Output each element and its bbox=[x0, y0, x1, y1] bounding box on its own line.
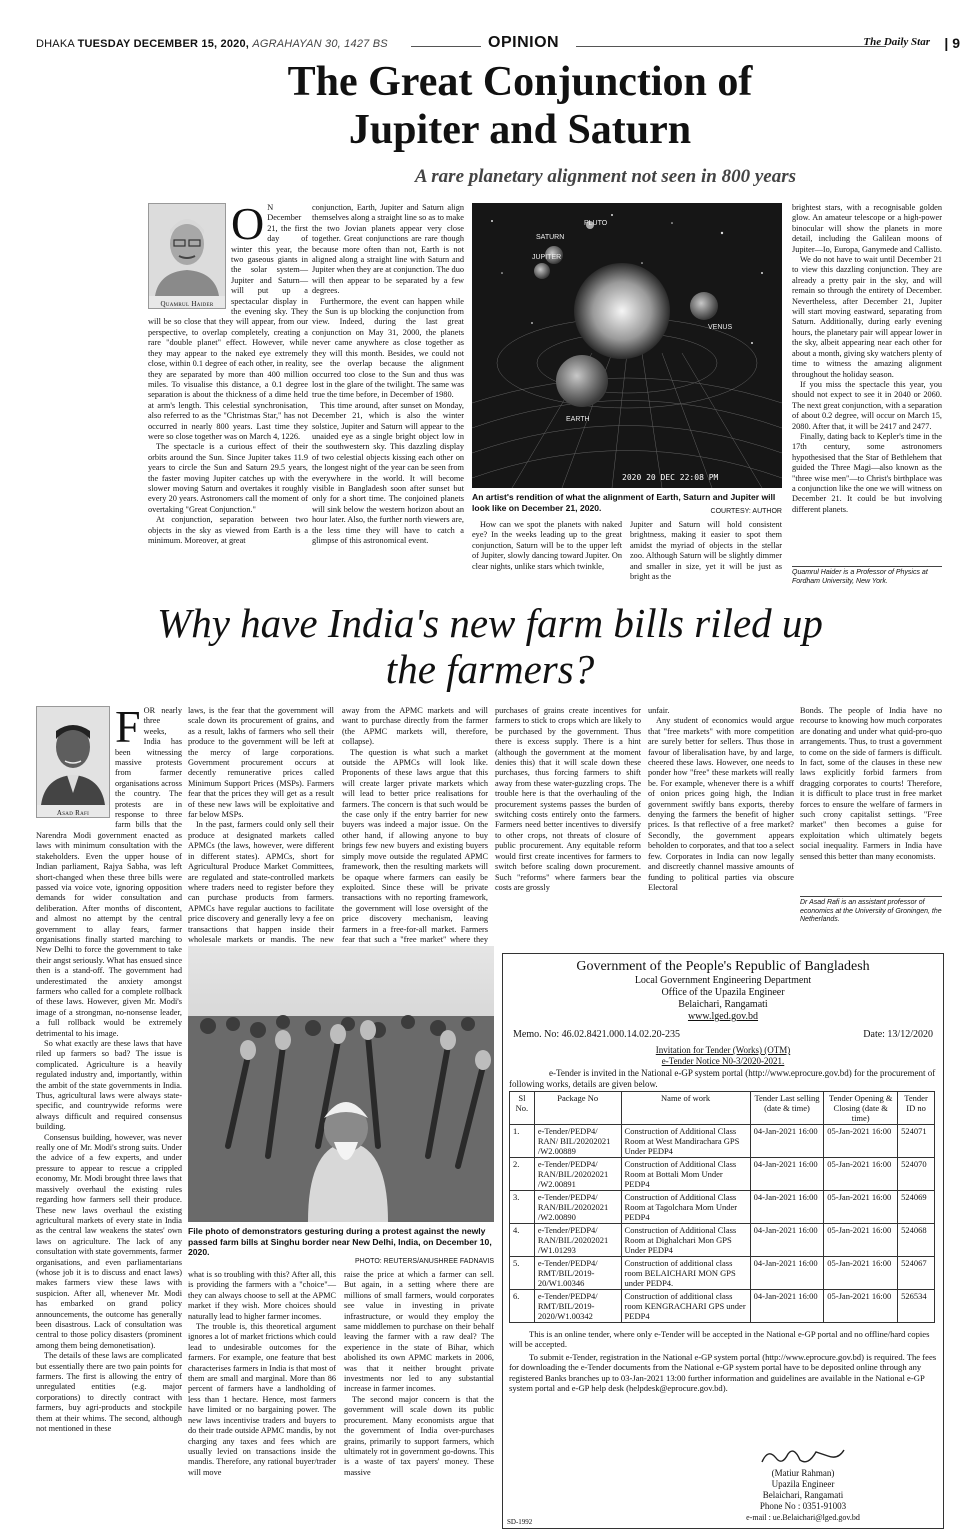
article1-subheadline: A rare planetary alignment not seen in 800 years bbox=[414, 166, 796, 187]
article1-headline: The Great Conjunction of Jupiter and Saturn bbox=[287, 59, 753, 153]
table-row: 3. e-Tender/PEDP4/ RAN/BIL/20202021 /W2.00890 Construction of Additional Class Room at Tagolchara Mom Under PEDP4 04-Jan-2021 16:00 05-Jan-2021 16:00 524069 bbox=[510, 1191, 935, 1224]
masthead-rule bbox=[576, 46, 886, 47]
article1-column-3: How can we spot the planets with naked eye? In the weeks leading up to the great conjunction, Saturn will be to the upper left of Jupiter, slowly dancing toward Jupiter. On clear nights, unlike stars which twinkle, bbox=[472, 520, 622, 571]
article2-column-4: purchases of grains create incentives for farmers to stick to crops which are likely to be purchased by the government. Thus there is excess supply. There is a hint (although the government at the moment denies this) that it will scale down these purchases, thus forcing farmers to shift away from these water-guzzling crops. The trouble here is that the overhauling of the procurement systems passes the burden of switching costs entirely onto the farmers. Farmers need better incentives to diversify to other crops, not threats of closure of public procurement. Any equitable reform would first create incentives for farmers to switch before scaling down procurement. Such "reforms" where farmers bear the costs are grossly bbox=[495, 706, 641, 892]
author-photo bbox=[148, 203, 226, 309]
drop-cap: O bbox=[231, 198, 265, 249]
article2-author-bio: Dr Asad Rafi is an assistant professor of economics at the University of Groningen, the Netherlands. bbox=[800, 899, 942, 923]
article2-column-3-continued: raise the price at which a farmer can sell. But again, in a setting where there are millions of small farmers, would corporates see value in investing in private infrastructure, or would they employ the same middlemen to purchase on their behalf leaving the farmer with a raw deal? The experience in the state of Bihar, which abolished its own APMC markets in 2006, was that it neither brought private investments nor led to any substantial increase in farmer incomes. The second major concern is that the government will scale down its public procurement. Many economists argue that the government of India over-purchases grains, primarily to support farmers, which ultimately rot in government go-downs. This is a waste of tax payers' money. These massive bbox=[344, 1270, 494, 1477]
signatory-title: Upazila Engineer bbox=[771, 1479, 835, 1489]
protest-photo bbox=[188, 946, 494, 1222]
section-name: OPINION bbox=[488, 34, 560, 51]
signature-icon bbox=[758, 1446, 848, 1468]
newspaper-logo: The Daily Star bbox=[863, 36, 930, 48]
saturn-label: SATURN bbox=[536, 234, 565, 241]
table-row: 2. e-Tender/PEDP4/ RAN/BIL/20202021 /W2.00891 Construction of Additional Class Room at Bottali Mom Under PEDP4 04-Jan-2021 16:00 05-Jan-2021 16:00 524070 bbox=[510, 1158, 935, 1191]
masthead-rule bbox=[411, 46, 481, 47]
tender-table bbox=[509, 1091, 935, 1323]
author-portrait-icon bbox=[149, 204, 225, 296]
tender-office: Office of the Upazila Engineer bbox=[661, 987, 785, 998]
table-row: 4. e-Tender/PEDP4/ RAN/BIL/20202021 /W1.01293 Construction of Additional Class Room at Dighalchari Mon GPS Under PEDP4 04-Jan-2021 16:00 05-Jan-2021 16:00 524068 bbox=[510, 1224, 935, 1257]
signatory-phone: Phone No : 0351-91003 bbox=[759, 1501, 847, 1511]
table-row: 1. e-Tender/PEDP4/ RAN/ BIL/20202021 /W2.00889 Construction of Additional Class Room at West Mandirachara GPS Under PEDP4 04-Jan-2021 16:00 05-Jan-2021 16:00 524071 bbox=[510, 1125, 935, 1158]
author-name: Quamrul Haider bbox=[160, 300, 214, 309]
article2-column-5: unfair. Any student of economics would argue that "free markets" with more competition are surely better for sellers. Thus those in favour of liberalisation have, by and large, cheered these laws. However, one needs to ponder how "free" these markets will really be. For example, whenever there is a whiff of onion prices going high, the Indian government swiftly bans exports, thereby denying the farmers the benefit of higher prices. Is that reflective of a free market? Secondly, the government appears beholden to corporates, and that too a select few. Corporates in India can now legally and discreetly channel massive amounts of funding to political parties via obscure Electoral bbox=[648, 706, 794, 892]
article2-column-2-continued: what is so troubling with this? After all, this is providing the farmers with a "choice"—they can always choose to sell at the APMC market if they wish. More choices should naturally lead to higher farmer incomes. The trouble is, this theoretical argument ignores a lot of market frictions which could lead to undesirable outcomes for the farmers. For example, one feature that best characterises farmers in India is that most of them are small and marginal. More than 86 percent of farmers have a landholding of less than 1 hectare. Hence, most farmers have limited or no bargaining power. The new laws incentivise traders and buyers to do their trade outside APMC mandis, by not charging any taxes and fees which are usually levied on transactions inside the mandis. Therefore, any rational buyer/trader will move bbox=[188, 1270, 336, 1477]
article1-photo-credit: COURTESY: AUTHOR bbox=[710, 508, 782, 515]
tender-reference: SD-1992 bbox=[507, 1518, 533, 1526]
protest-crowd-illustration bbox=[188, 946, 494, 1222]
author-portrait-icon bbox=[37, 707, 109, 805]
article2-column-1: Asad Rafi F OR nearly three weeks, India has been witnessing massive protests from farmer organisations across the country. The protests are in response to three farm bills that the Narendra Modi government enacted as laws with minimum consultation with the stakeholders. Even the upper house of Indian parliament, Rajya Sabha, was left short-changed when these three bills were passed via voice vote, ignoring opposition demands for wider consultation and deliberation. After months of discontent, and almost no attempt by the central government to allay fears, farmer organisations finally started marching to New Delhi to force the government to take their angst seriously. What has ensued since then is a stand-off. The government had underestimated the anxiety amongst farmers who called for a complete rollback of these laws. However, given Mr. Modi's image of a strongman, no-nonsense leader, a full rollback would be extremely detrimental to his image. So what exactly are these laws that have riled up farmers so bad? The issue is complicated. Agriculture is a heavily regulated industry and, importantly, within the ambit of the state governments in India. Thus, agricultural laws were always state-specific, and countrywide reforms were always difficult and required consensus building. Consensus building, however, was never really one of Mr. Modi's strong suits. Under the advice of a few experts, and under pressure to appear to rescue a crippled economy, Mr. Modi brought three laws that massively overhaul the existing rules regarding how farmers sell their produce. These new laws overhaul the existing agricultural markets of every state in India as the central law weakens the states' own laws on agriculture. The lack of any consultation with state governments, farmer organisations, and even parliamentarians (whose job it is to discuss and enact laws) makes farmers view these laws with suspicion. After all, whenever Mr. Modi has embarked on grand policy announcements, the outcome has generally been disastrous. Lack of consultation was central to those policy disasters (prominent among them being demonetisation). The details of these laws are complicated but essentially there are two pain points for farmers. The first is allowing the entry of unregulated entities (e.g. major corporations) to directly contract with farmers, buy agri-products and stockpile them at their whims. The second, although not mentioned in these bbox=[36, 701, 183, 1434]
tender-notice-number: e-Tender Notice N0-3/2020-2021. bbox=[661, 1056, 785, 1066]
tender-signature-block bbox=[733, 1446, 873, 1523]
article1-column-2: conjunction, Earth, Jupiter and Saturn align themselves along a straight line so as to make the two Jovian planets appear very close together. Great conjunctions are rare though because more often than not, Earth is not aligned along a straight line with Saturn and Jupiter when they are at conjunction. The duo will then appear to be separated by a few degrees. Furthermore, the event can happen while the Sun is up blocking the conjunction from view. Indeed, during the last great conjunction on May 31, 2000, the planets never came anywhere as close together as they will this month. Besides, we could not see the overlap because the alignment occurred too close to the Sun and thus was lost in the glare of the twilight. The same was true the time before, in December of 1980. This time around, after sunset on Monday, December 21, which is also the winter solstice, Jupiter and Saturn will appear to the unaided eye as a single bright object low in the southwestern sky. This dazzling display of two celestial objects kissing each other on the longest night of the year can be seen from everywhere in the world. It will become visible in Bangladesh soon after sunset but only for a short time. The conjoined planets will sink below the western horizon about an hour later. Also, the further north viewers are, the less time they will have to catch a glimpse of this astronomical event. bbox=[312, 203, 464, 545]
tender-note-online: This is an online tender, where only e-Tender will be accepted in the National e-GP portal and no offline/hard copies will be accepted. bbox=[509, 1329, 930, 1350]
table-row: 6. e-Tender/PEDP4/ RMT/BIL/2019-2020/W1.00342 Construction of additional class room KENGRACHARI GPS under PEDP4 04-Jan-2021 16:00 05-Jan-2021 16:00 526534 bbox=[510, 1290, 935, 1323]
tender-website-link[interactable]: www.lged.gov.bd bbox=[687, 1011, 759, 1022]
article2-photo-credit: PHOTO: REUTERS/ANUSHREE FADNAVIS bbox=[355, 1258, 494, 1265]
article2-column-2: laws, is the fear that the government will scale down its procurement of grains, and as a result, lakhs of farmers who sell their produce to the government will be left at the mercy of large corporations. Government procurement occurs at decently remunerative prices called Minimum Support Prices (MSPs). Farmers fear that the prices they will get as a result of these new laws will be exploitative and far below MSPs. In the past, farmers could only sell their produce at designated markets called APMCs (the laws, however, were different in different states). APMCs, short for Agricultural Produce Market Committees, are regulated and state-controlled markets where traders need to register before they can purchase products from farmers. APMCs have regular auctions to facilitate price discovery and generally levy a fee on transactions that happen inside their wholesale markets or mandis. The new bbox=[188, 706, 334, 944]
masthead bbox=[36, 36, 960, 54]
planets-illustration bbox=[472, 203, 782, 488]
tender-intro: e-Tender is invited in the National e-GP system portal (http://www.eprocure.gov.bd) for the procurement of following works, details are given below. bbox=[509, 1068, 936, 1089]
tender-table-header: Sl No. Package No Name of work Tender Last selling (date & time) Tender Opening & Closing (date & time) Tender ID no bbox=[510, 1092, 935, 1125]
bio-divider bbox=[800, 896, 942, 897]
article2-headline: Why have India's new farm bills riled up the farmers? bbox=[157, 600, 823, 692]
dateline: DHAKA TUESDAY DECEMBER 15, 2020, AGRAHAYAN 30, 1427 BS bbox=[36, 38, 388, 50]
article1-column-1: Quamrul Haider O N December 21, the first day of winter this year, the two gaseous giants in the solar system—Jupiter and Saturn—will put up a spectacular display in the evening sky. They will be so close that they will appear, from our perspective, to overlap completely, creating a rare "double planet" effect. However, while they may appear to the naked eye extremely close, within 0.1 degree of each other, in reality, they are separated by more than 400 million miles. To visualise this distance, a 0.1 degree separation is about the thickness of a dime held at arm's length. This celestial synchronisation, also referred to as the "Christmas Star," has not occurred in nearly 800 years. Last time they were so close together was on March 4, 1226. The spectacle is a curious effect of their orbits around the Sun. Since Jupiter takes 11.9 years to circle the Sun and Saturn 29.5 years, the faster moving Jupiter catches up with the slower moving Saturn and overtakes it roughly every 20 years. Astronomers call the moment of overtaking "Great Conjunction." At conjunction, separation between two objects in the sky as viewed from Earth is a minimum. Moreover, at great bbox=[148, 198, 308, 545]
signatory-office: Belaichari, Rangamati bbox=[762, 1490, 844, 1500]
venus-label: VENUS bbox=[708, 324, 733, 331]
author-name: Asad Rafi bbox=[56, 809, 90, 818]
earth-label: EARTH bbox=[566, 416, 590, 423]
tender-invitation-title: Invitation for Tender (Works) (OTM) bbox=[655, 1045, 791, 1055]
tender-location: Belaichari, Rangamati bbox=[678, 999, 768, 1010]
signatory-name: (Matiur Rahman) bbox=[771, 1468, 835, 1478]
author-photo bbox=[36, 706, 110, 818]
tender-notice bbox=[502, 953, 944, 1529]
planet-alignment-image bbox=[472, 203, 782, 488]
article1-column-5: brightest stars, with a recognisable golden glow. An amateur telescope or a high-power binocular will show the planets in more detail, including the Galilean moons of Jupiter—Io, Europa, Ganymede and Callisto. We do not have to wait until December 21 to view this dazzling conjunction. They are already a pretty pair in the sky, and will remain so through the entirety of December. Nevertheless, after December 21, Jupiter will start moving eastward, separating from Saturn. Additionally, during early evening hours, the planetary pair will appear lower in the sky, albeit appearing near each other for about a month, giving sky watchers plenty of time to witness the amazing alignment throughout the holiday season. If you miss the spectacle this year, you should not expect to see it in 2040 or 2060. The next great conjunction, with a separation of about 0.2 degree, will occur on March 15, 2080. After that, it will be 2417 and 2477. Finally, dating back to Kepler's time in the 17th century, some astronomers hypothesised that the Star of Bethlehem that guided the Three Magi—also known as the "three wise men"—to Christ's birthplace was a conjunction like the one we will witness on December 21. It could be but involving different planets. bbox=[792, 203, 943, 514]
tender-date: Date: 13/12/2020 bbox=[863, 1029, 933, 1040]
article2-photo-caption: File photo of demonstrators gesturing during a protest against the newly passed farm bills at Singhu border near New Delhi, India, on December 10, 2020. bbox=[188, 1226, 492, 1258]
signatory-email: e-mail : ue.Belaichari@lged.gov.bd bbox=[746, 1513, 860, 1522]
pluto-label: PLUTO bbox=[584, 220, 608, 227]
tender-note-registration: To submit e-Tender, registration in the National e-GP system portal (http://www.eprocure.gov.bd) is required. The fees for downloading the e-Tender documents from the National e-GP system portal have to be deposited online through any registered Banks branches up to 03-Jan-2021 13:00 further information and guidelines are available in the National e-GP system portal and e-GP help desk (helpdesk@eprocure.gov.bd). bbox=[509, 1351, 937, 1394]
drop-cap: F bbox=[115, 701, 141, 752]
article2-column-6: Bonds. The people of India have no recourse to knowing how much corporates are donating and under what quid-pro-quo arrangements. Thus, to trust a government to come on the side of farmers is difficult. In fact, some of the clauses in these new laws explicitly forbid farmers from dragging corporates to courts! Therefore, it is difficult to place trust in free market forces to ensure the welfare of farmers in such crony capitalist settings. "Free market" then becomes a guise for exploitation which ultimately begets social inequality. Farmers in India have sensed this better than many economists. bbox=[800, 706, 942, 861]
article1-image-caption: An artist's rendition of what the alignment of Earth, Saturn and Jupiter will look like on December 21, 2020. bbox=[472, 492, 776, 513]
article1-column-4: Jupiter and Saturn will hold consistent brightness, making it easier to spot them amidst the myriad of objects in the stellar zoo. Although Saturn will be slightly dimmer and smaller in size, yet it will be just as bright as the bbox=[630, 520, 782, 582]
lead-in: OR nearly three weeks, India has been witnessing massive protests from farmer organisations across the bbox=[115, 706, 182, 799]
tender-memo-number: Memo. No: 46.02.8421.000.14.02.20-235 bbox=[513, 1029, 680, 1040]
bio-divider bbox=[792, 566, 942, 567]
image-timestamp: 2020 20 DEC 22:08 PM bbox=[622, 473, 719, 482]
page-number: | 9 bbox=[944, 35, 960, 51]
lead-in: N December 21, the first day of winter this year, the two gaseous giants in the solar system—Jupiter and Saturn—will put up a spectacular display in the bbox=[231, 203, 308, 317]
article1-author-bio: Quamrul Haider is a Professor of Physics at Fordham University, New York. bbox=[792, 569, 928, 585]
tender-department: Local Government Engineering Department bbox=[634, 975, 812, 986]
article2-column-3: away from the APMC markets and will want to purchase directly from the farmer (the APMC markets will, therefore, collapse). The question is what such a market outside the APMCs will look like. Proponents of these laws argue that this will create larger private markets which will lead to better price realisations for farmers. The concern is that such would be the case only if the entry barrier for new buyers was indeed a major issue. On the other hand, if allowing anyone to buy brings few new buyers and existing buyers simply move outside the regulated APMC framework, then the resulting markets will be opaque where farmers can easily be exploited. Since these will be private transactions with no reporting framework, the government will lose oversight of the price discovery mechanism, leaving farmers in a free-for-all market. Farmers fear that such a "free market" where they bbox=[342, 706, 488, 944]
jupiter-label: JUPITER bbox=[532, 254, 562, 261]
table-row: 5. e-Tender/PEDP4/ RMT/BIL/2019-20/W1.00346 Construction of additional class room BELAICHARI MON GPS under PEDP4. 04-Jan-2021 16:00 05-Jan-2021 16:00 524067 bbox=[510, 1257, 935, 1290]
tender-government: Government of the People's Republic of Bangladesh bbox=[576, 959, 870, 974]
